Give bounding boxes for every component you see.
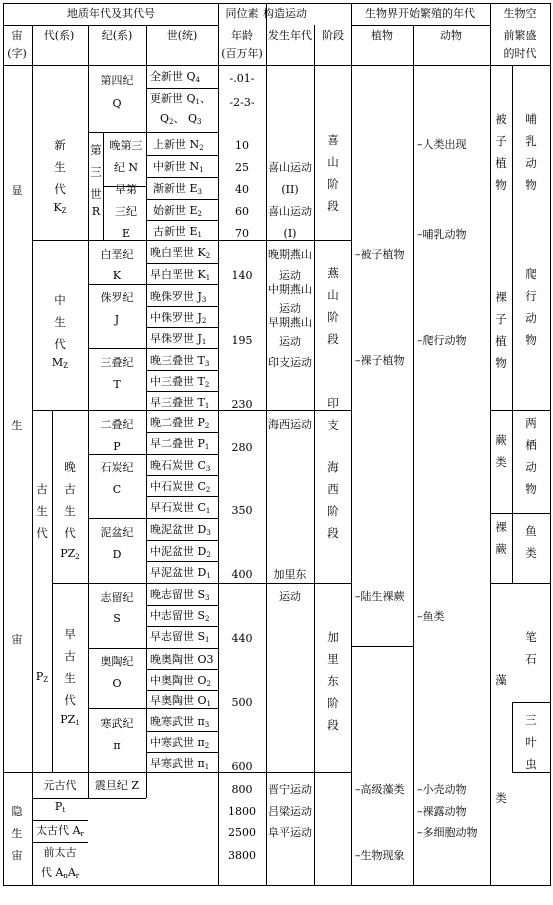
epoch-pleistocene: 更新世 $Q_1$、 (150, 92, 211, 106)
peak-animal-mammal: 哺乳动物 (525, 112, 537, 192)
tect-himalaya-i: (I) (283, 227, 297, 240)
eon-zhou-2: 宙 (11, 849, 23, 862)
peak-plant-angiosperm: 被子植物 (495, 112, 507, 192)
period-paleogene-symbol: E (121, 227, 131, 240)
animal-fish: –鱼类 (417, 610, 445, 623)
epoch-middle-triassic: 中三叠世 $T_2$ (150, 375, 210, 389)
period-triassic-symbol: T (113, 378, 121, 391)
peak-plant-gymnosperm: 裸子植物 (495, 290, 507, 370)
peak-plant-naked-fern: 裸蕨 (495, 520, 507, 556)
header-occur: 发生年代 (268, 29, 312, 42)
eon-xian: 显 (11, 184, 23, 197)
animal-reptile: –爬行动物 (417, 334, 467, 347)
period-carboniferous-symbol: C (112, 483, 122, 496)
animal-mammal: –哺乳动物 (417, 228, 467, 241)
epoch-early-ordovician: 早奥陶世 $O_1$ (150, 694, 211, 708)
period-jurassic-symbol: J (114, 313, 120, 326)
header-bio-peak-2: 前繁盛 (503, 29, 537, 42)
age-15: 600 (231, 760, 253, 773)
period-cambrian-symbol: π (113, 739, 121, 752)
tect-himalaya-b: 喜山运动 (268, 205, 312, 218)
period-triassic: 三叠纪 (100, 356, 134, 369)
epoch-late-jurassic: 晚侏罗世 $J_3$ (150, 290, 207, 304)
tect-variscan: 海西运动 (268, 418, 312, 431)
precambrian-pre-archean-2: 代 $A_nA_r$ (40, 866, 80, 880)
header-stage: 阶段 (322, 29, 344, 42)
epoch-pleistocene-2: $Q_2$、 $Q_3$ (160, 112, 202, 126)
age-12: 400 (231, 568, 253, 581)
epoch-late-cretaceous: 晚白垩世 $K_2$ (150, 246, 211, 260)
eon-sheng-2: 生 (11, 827, 23, 840)
era-early-paleozoic: 早古生代 (64, 627, 76, 707)
animal-small-shell: –小壳动物 (417, 783, 467, 796)
age-3: 25 (235, 161, 249, 174)
stage-variscan: 海西阶段 (327, 460, 339, 540)
epoch-early-cambrian: 早寒武世 $\pi_1$ (150, 757, 210, 771)
header-isotope: 同位素 (225, 7, 259, 20)
tect-lvliang: 吕梁运动 (268, 805, 312, 818)
era-late-paleozoic: 晚古生代 (64, 460, 76, 540)
age-14: 500 (231, 696, 253, 709)
epoch-late-permian: 晚二叠世 $P_2$ (150, 416, 210, 430)
period-jurassic: 侏罗纪 (100, 291, 134, 304)
age-16: 800 (231, 783, 253, 796)
header-tectonic: 构造运动 (263, 7, 307, 20)
epoch-late-devonian: 晚泥盆世 $D_3$ (150, 523, 211, 537)
tect-late-yanshan: 晚期燕山 (268, 248, 312, 261)
age-4: 40 (235, 183, 249, 196)
period-quaternary: 第四纪 (100, 74, 134, 87)
epoch-pliocene: 上新世 $N_2$ (153, 138, 204, 152)
period-cretaceous-symbol: K (112, 269, 122, 282)
stage-indosinian: 印支 (327, 396, 339, 432)
precambrian-proterozoic-symbol: $P_t$ (54, 800, 66, 814)
era-mesozoic: 中生代 (54, 293, 66, 351)
peak-animal-amphibian: 两栖动物 (525, 416, 537, 496)
precambrian-pre-archean: 前太古 (43, 846, 77, 859)
epoch-late-ordovician: 晚奥陶世 O3 (150, 653, 214, 666)
header-geologic-era: 地质年代及其代号 (67, 7, 155, 20)
age-13: 440 (231, 632, 253, 645)
period-paleogene: 早第 (115, 183, 137, 196)
tect-himalaya-ii: (II) (281, 183, 299, 196)
period-silurian-symbol: S (113, 612, 121, 625)
precambrian-proterozoic: 元古代 (43, 779, 77, 792)
epoch-miocene: 中新世 $N_1$ (153, 160, 204, 174)
period-ordovician-symbol: O (112, 677, 122, 690)
header-age-unit: (百万年) (221, 47, 263, 60)
epoch-early-jurassic: 早侏罗世 $J_1$ (150, 332, 207, 346)
era-paleozoic: 古生代 (36, 482, 48, 540)
epoch-middle-silurian: 中志留世 $S_2$ (150, 609, 210, 623)
header-era: 代(系) (43, 29, 75, 42)
tect-early-yanshan-2: 运动 (279, 335, 301, 348)
epoch-eocene: 始新世 $E_2$ (153, 204, 202, 218)
period-devonian: 泥盆纪 (100, 526, 134, 539)
header-animals: 动物 (440, 29, 462, 42)
era-mesozoic-symbol: $M_Z$ (51, 356, 69, 370)
period-cretaceous: 白垩纪 (100, 248, 134, 261)
plant-angiosperm: –被子植物 (355, 248, 405, 261)
animal-naked: –裸露动物 (417, 805, 467, 818)
period-devonian-symbol: D (112, 548, 122, 561)
peak-plant-algae: 藻 (495, 673, 507, 687)
epoch-middle-cambrian: 中寒武世 $\pi_2$ (150, 736, 210, 750)
period-permian: 二叠纪 (100, 418, 134, 431)
peak-animal-graptolite: 笔石 (525, 630, 537, 666)
age-6: 70 (235, 227, 249, 240)
age-5: 60 (235, 205, 249, 218)
header-plants: 植物 (371, 29, 393, 42)
epoch-middle-devonian: 中泥盆世 $D_2$ (150, 545, 211, 559)
epoch-early-silurian: 早志留世 $S_1$ (150, 630, 210, 644)
period-silurian: 志留纪 (100, 591, 134, 604)
epoch-early-cretaceous: 早白垩世 $K_1$ (150, 268, 211, 282)
animal-human: –人类出现 (417, 138, 467, 151)
epoch-oligocene: 渐新世 $E_3$ (153, 182, 202, 196)
epoch-middle-ordovician: 中奥陶世 $O_2$ (150, 674, 211, 688)
header-eon: 宙 (11, 29, 23, 42)
era-cenozoic-symbol: $K_Z$ (53, 201, 67, 215)
era-cenozoic: 新生代 (54, 138, 66, 196)
age-7: 140 (231, 269, 253, 282)
header-period: 纪(系) (101, 29, 133, 42)
age-11: 350 (231, 504, 253, 517)
header-bio-start: 生物界开始繁殖的年代 (365, 7, 475, 20)
age-9: 230 (231, 398, 253, 411)
period-paleogene-2: 三纪 (115, 205, 137, 218)
period-carboniferous: 石炭纪 (100, 461, 134, 474)
tect-mid-yanshan: 中期燕山 (268, 283, 312, 296)
stage-himalaya: 喜山阶段 (327, 133, 339, 213)
era-late-paleozoic-symbol: $PZ_2$ (60, 547, 80, 561)
period-neogene-2: 纪 N (113, 161, 139, 174)
peak-animal-fish: 鱼类 (525, 524, 537, 560)
tect-early-yanshan: 早期燕山 (268, 316, 312, 329)
epoch-middle-jurassic: 中侏罗世 $J_2$ (150, 311, 207, 325)
plant-algae: –高级藻类 (355, 783, 405, 796)
epoch-late-cambrian: 晚寒武世 $\pi_3$ (150, 715, 210, 729)
tect-caledonian: 加里东 (273, 568, 307, 581)
period-quaternary-symbol: Q (112, 97, 122, 110)
age-0: -.01- (229, 72, 255, 85)
tect-late-yanshan-2: 运动 (279, 269, 301, 282)
age-19: 3800 (228, 849, 256, 862)
age-18: 2500 (228, 826, 256, 839)
epoch-early-permian: 早二叠世 $P_1$ (150, 437, 210, 451)
stage-yanshan: 燕山阶段 (327, 266, 339, 346)
period-neogene: 晚第三 (109, 139, 143, 152)
epoch-early-triassic: 早三叠世 $T_1$ (150, 396, 210, 410)
plant-land-fern: –陆生裸蕨 (355, 590, 405, 603)
era-early-paleozoic-symbol: $PZ_1$ (60, 713, 80, 727)
epoch-late-triassic: 晚三叠世 $T_3$ (150, 354, 210, 368)
age-1: -2-3- (229, 96, 255, 109)
eon-zhou: 宙 (11, 633, 23, 646)
epoch-late-carboniferous: 晚石炭世 $C_3$ (150, 459, 211, 473)
period-permian-symbol: P (113, 440, 121, 453)
stage-caledonian: 加里东阶段 (327, 630, 339, 732)
period-cambrian: 寒武纪 (100, 717, 134, 730)
plant-gymnosperm: –裸子植物 (355, 354, 405, 367)
epoch-paleocene: 古新世 $E_1$ (153, 225, 202, 239)
age-10: 280 (231, 441, 253, 454)
peak-plant-lei: 类 (495, 791, 507, 805)
epoch-middle-carboniferous: 中石炭世 $C_2$ (150, 480, 211, 494)
period-tertiary-symbol: R (91, 205, 101, 218)
header-age: 年龄 (231, 29, 253, 42)
animal-multicell: –多细胞动物 (417, 826, 478, 839)
tect-jinning: 晋宁运动 (268, 783, 312, 796)
tect-fuping: 阜平运动 (268, 826, 312, 839)
tect-mid-yanshan-2: 运动 (279, 302, 301, 315)
age-2: 10 (235, 139, 249, 152)
age-17: 1800 (228, 805, 256, 818)
eon-yin: 隐 (11, 805, 23, 818)
period-tertiary: 第三世 (90, 143, 102, 201)
peak-animal-reptile: 爬行动物 (525, 267, 537, 347)
header-eon-2: (字) (7, 47, 27, 60)
epoch-early-carboniferous: 早石炭世 $C_1$ (150, 501, 211, 515)
age-8: 195 (231, 334, 253, 347)
eon-sheng: 生 (11, 419, 23, 432)
precambrian-archean: 太古代 $A_r$ (36, 824, 84, 838)
peak-animal-trilobite: 三叶虫 (525, 713, 537, 771)
period-ordovician: 奥陶纪 (100, 655, 134, 668)
tect-himalaya: 喜山运动 (268, 161, 312, 174)
plant-life-phenomena: –生物现象 (355, 849, 405, 862)
tect-indosinian: 印支运动 (268, 356, 312, 369)
header-bio-peak-1: 生物空 (503, 7, 537, 20)
precambrian-sinian: 震旦纪 Z (94, 779, 140, 792)
epoch-late-silurian: 晚志留世 $S_3$ (150, 588, 210, 602)
epoch-holocene: 全新世 $Q_4$ (150, 70, 200, 84)
tect-caledonian-2: 运动 (279, 590, 301, 603)
header-epoch: 世(统) (166, 29, 198, 42)
epoch-early-devonian: 早泥盆世 $D_1$ (150, 566, 211, 580)
peak-plant-fern: 蕨类 (495, 433, 507, 469)
header-bio-peak-3: 的时代 (503, 47, 537, 60)
era-paleozoic-symbol: $P_Z$ (35, 670, 49, 684)
